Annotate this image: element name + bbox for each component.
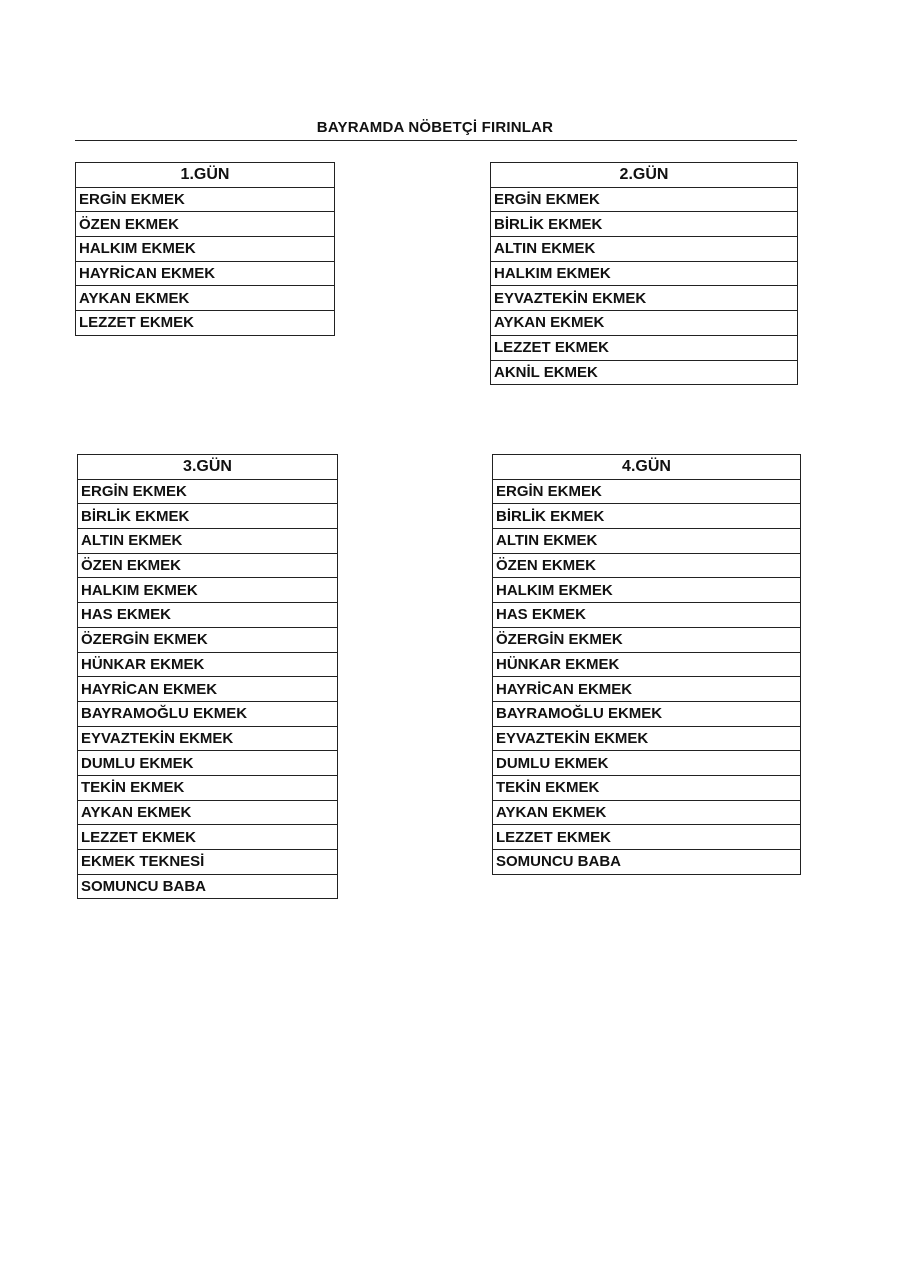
- bakery-name: HALKIM EKMEK: [78, 578, 338, 603]
- bakery-name: LEZZET EKMEK: [76, 311, 335, 336]
- table-row: [76, 286, 335, 311]
- bakery-name: AYKAN EKMEK: [491, 311, 798, 336]
- bakery-name: SOMUNCU BABA: [493, 850, 801, 875]
- day-4-table: [492, 454, 801, 875]
- bakery-name: DUMLU EKMEK: [78, 751, 338, 776]
- table-row: [493, 751, 801, 776]
- bakery-name: ALTIN EKMEK: [78, 529, 338, 554]
- bakery-name: BİRLİK EKMEK: [78, 504, 338, 529]
- table-row: [491, 237, 798, 262]
- table-row: [493, 850, 801, 875]
- table-row: [78, 800, 338, 825]
- bakery-name: ERGİN EKMEK: [78, 479, 338, 504]
- bakery-name: AKNİL EKMEK: [491, 360, 798, 385]
- bakery-name: ÖZEN EKMEK: [493, 553, 801, 578]
- table-row: [493, 652, 801, 677]
- day-header: 1.GÜN: [76, 163, 335, 188]
- table-row: [493, 726, 801, 751]
- table-row: [493, 677, 801, 702]
- bakery-name: LEZZET EKMEK: [78, 825, 338, 850]
- table-row: [78, 627, 338, 652]
- bakery-name: LEZZET EKMEK: [491, 335, 798, 360]
- table-row: [491, 212, 798, 237]
- bakery-name: HAYRİCAN EKMEK: [493, 677, 801, 702]
- bakery-name: HAYRİCAN EKMEK: [78, 677, 338, 702]
- bakery-name: ÖZEN EKMEK: [76, 212, 335, 237]
- bakery-name: SOMUNCU BABA: [78, 874, 338, 899]
- bakery-name: EYVAZTEKİN EKMEK: [78, 726, 338, 751]
- table-row: [491, 335, 798, 360]
- bakery-name: ÖZERGİN EKMEK: [78, 627, 338, 652]
- bakery-name: ÖZERGİN EKMEK: [493, 627, 801, 652]
- table-row: [78, 677, 338, 702]
- table-row: [78, 652, 338, 677]
- bakery-name: HAYRİCAN EKMEK: [76, 261, 335, 286]
- table-row: [78, 726, 338, 751]
- table-row: [493, 627, 801, 652]
- table-row: [493, 701, 801, 726]
- table-row: [493, 553, 801, 578]
- bakery-name: HALKIM EKMEK: [493, 578, 801, 603]
- day-header: 4.GÜN: [493, 455, 801, 480]
- table-row: [491, 311, 798, 336]
- table-row: [76, 212, 335, 237]
- table-row: [78, 701, 338, 726]
- bakery-name: AYKAN EKMEK: [493, 800, 801, 825]
- table-row: [78, 553, 338, 578]
- bakery-name: LEZZET EKMEK: [493, 825, 801, 850]
- title-underline: [75, 140, 797, 141]
- table-row: [491, 187, 798, 212]
- table-row: [76, 187, 335, 212]
- day-3-table: [77, 454, 338, 899]
- table-row: [493, 775, 801, 800]
- table-row: [493, 504, 801, 529]
- day-header: 2.GÜN: [491, 163, 798, 188]
- bakery-name: BİRLİK EKMEK: [491, 212, 798, 237]
- bakery-name: TEKİN EKMEK: [493, 775, 801, 800]
- bakery-name: HAS EKMEK: [78, 603, 338, 628]
- bakery-name: AYKAN EKMEK: [76, 286, 335, 311]
- bakery-name: ALTIN EKMEK: [493, 529, 801, 554]
- bakery-name: AYKAN EKMEK: [78, 800, 338, 825]
- day-header: 3.GÜN: [78, 455, 338, 480]
- bakery-name: EYVAZTEKİN EKMEK: [493, 726, 801, 751]
- table-row: [493, 529, 801, 554]
- table-row: [76, 311, 335, 336]
- table-row: [78, 578, 338, 603]
- bakery-name: ERGİN EKMEK: [76, 187, 335, 212]
- bakery-name: ERGİN EKMEK: [491, 187, 798, 212]
- table-row: [493, 479, 801, 504]
- bakery-name: ERGİN EKMEK: [493, 479, 801, 504]
- bakery-name: EKMEK TEKNESİ: [78, 850, 338, 875]
- bakery-name: HALKIM EKMEK: [491, 261, 798, 286]
- table-row: [491, 261, 798, 286]
- table-row: [491, 360, 798, 385]
- table-row: [493, 603, 801, 628]
- bakery-name: BAYRAMOĞLU EKMEK: [78, 701, 338, 726]
- bakery-name: HÜNKAR EKMEK: [78, 652, 338, 677]
- day-1-table: [75, 162, 335, 336]
- bakery-name: DUMLU EKMEK: [493, 751, 801, 776]
- bakery-name: ALTIN EKMEK: [491, 237, 798, 262]
- table-row: [78, 850, 338, 875]
- table-row: [78, 603, 338, 628]
- bakery-name: TEKİN EKMEK: [78, 775, 338, 800]
- bakery-name: ÖZEN EKMEK: [78, 553, 338, 578]
- table-row: [491, 286, 798, 311]
- table-row: [78, 529, 338, 554]
- page-title: BAYRAMDA NÖBETÇİ FIRINLAR: [316, 119, 554, 136]
- table-row: [493, 800, 801, 825]
- day-2-table: [490, 162, 798, 385]
- bakery-name: HÜNKAR EKMEK: [493, 652, 801, 677]
- bakery-name: HALKIM EKMEK: [76, 237, 335, 262]
- bakery-name: BİRLİK EKMEK: [493, 504, 801, 529]
- bakery-name: EYVAZTEKİN EKMEK: [491, 286, 798, 311]
- bakery-name: BAYRAMOĞLU EKMEK: [493, 701, 801, 726]
- table-row: [78, 874, 338, 899]
- table-row: [76, 237, 335, 262]
- bakery-name: HAS EKMEK: [493, 603, 801, 628]
- table-row: [78, 751, 338, 776]
- table-row: [76, 261, 335, 286]
- table-row: [78, 825, 338, 850]
- table-row: [78, 479, 338, 504]
- table-row: [78, 504, 338, 529]
- table-row: [493, 578, 801, 603]
- table-row: [493, 825, 801, 850]
- table-row: [78, 775, 338, 800]
